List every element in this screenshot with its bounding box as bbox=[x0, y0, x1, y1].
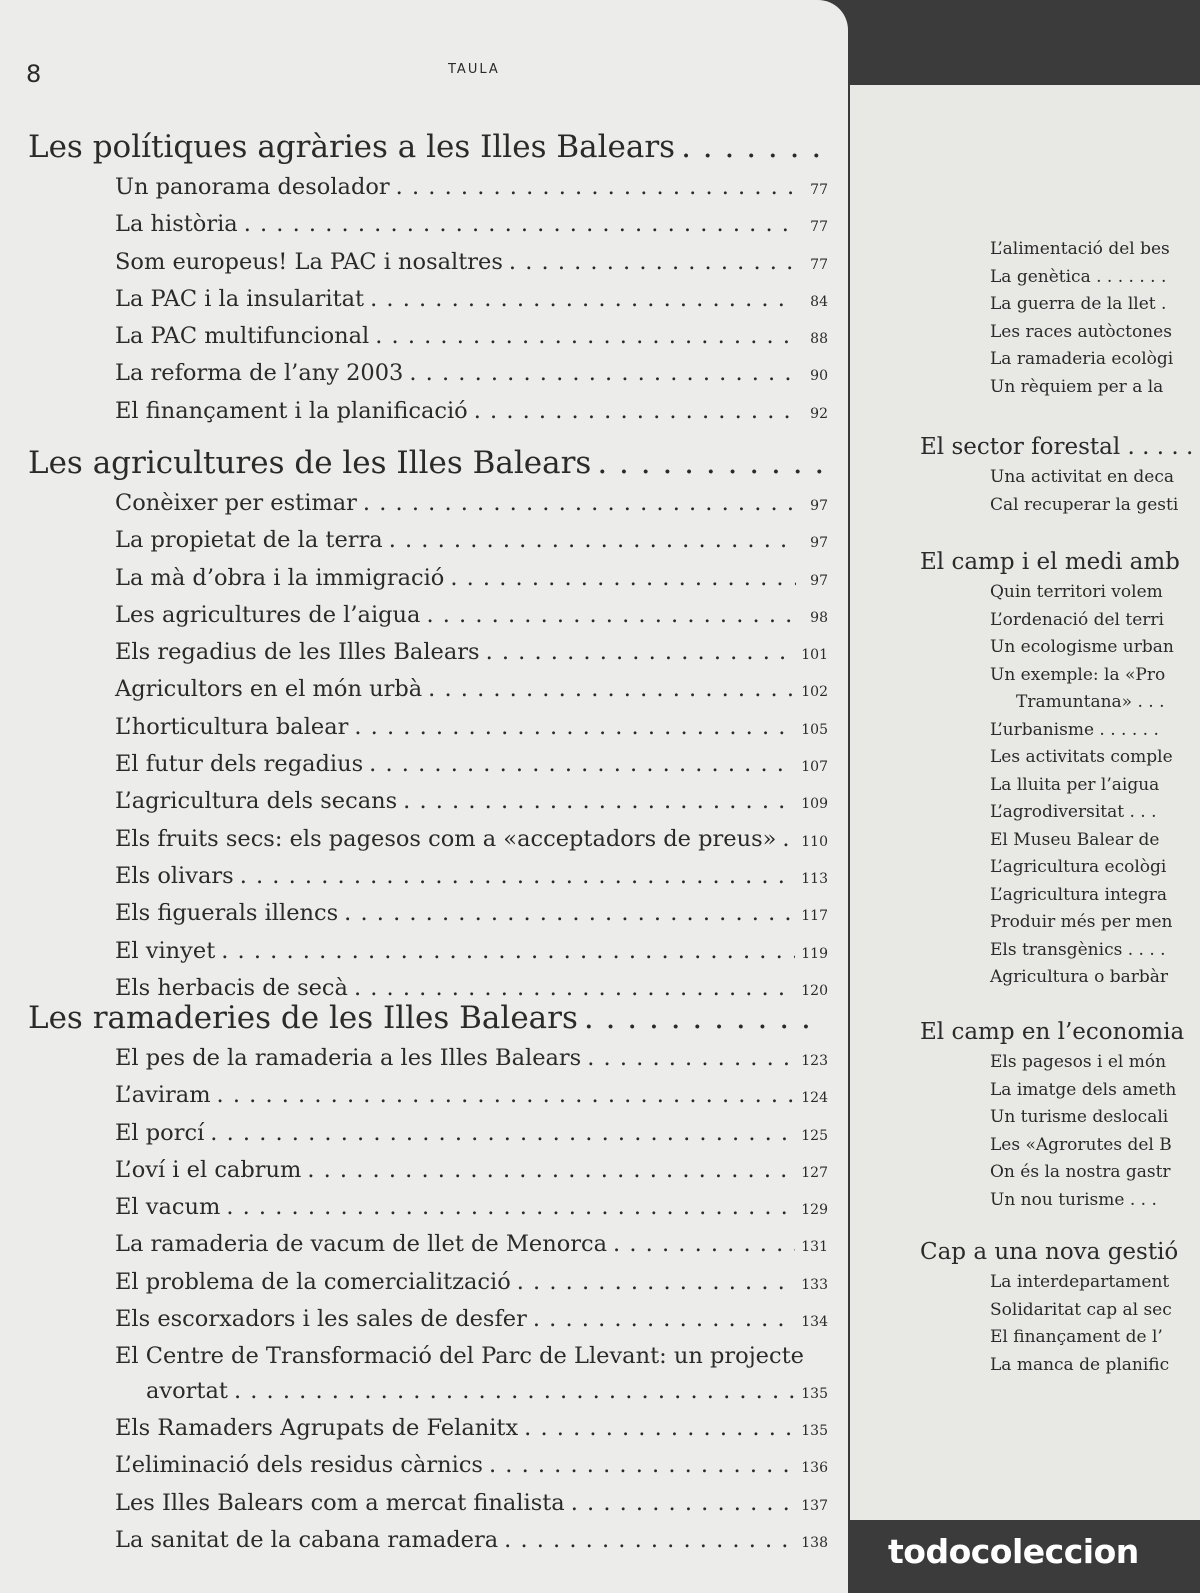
toc-entry: La guerra de la llet . bbox=[990, 294, 1167, 314]
toc-entry bbox=[115, 859, 828, 896]
section-title: El camp en l’economia bbox=[920, 1019, 1185, 1045]
dot-leader bbox=[375, 319, 796, 353]
entry-title: L’agricultura dels secans bbox=[115, 788, 398, 815]
entry-title: Els figuerals illencs bbox=[115, 900, 339, 927]
toc-entry bbox=[115, 561, 828, 598]
toc-entry bbox=[115, 747, 828, 784]
toc-entry bbox=[115, 1078, 828, 1115]
entry-page: 97 bbox=[810, 535, 828, 552]
toc-entry bbox=[115, 319, 828, 356]
toc-entry: Les activitats comple bbox=[990, 747, 1173, 767]
toc-entry: Solidaritat cap al sec bbox=[990, 1299, 1172, 1320]
entry-title: La història bbox=[115, 211, 238, 238]
toc-entry bbox=[115, 598, 828, 635]
entry-title: El problema de la comercialització bbox=[115, 1268, 511, 1295]
toc-entry: On és la nostra gastr bbox=[990, 1162, 1171, 1182]
dot-leader bbox=[571, 1486, 796, 1520]
toc-entry bbox=[115, 245, 828, 282]
toc-entry: L’alimentació del bes bbox=[990, 239, 1170, 259]
dot-leader bbox=[403, 784, 795, 818]
dot-leader bbox=[426, 598, 796, 632]
toc-entry bbox=[115, 1339, 828, 1373]
section-title-text: Les polítiques agràries a les Illes Balears bbox=[28, 129, 676, 165]
entry-page: 135 bbox=[801, 1385, 828, 1402]
toc-entry: El Museu Balear de bbox=[990, 829, 1160, 850]
entry-page: 123 bbox=[801, 1053, 828, 1069]
toc-entry bbox=[115, 356, 828, 393]
entry-title: Conèixer per estimar bbox=[115, 490, 357, 516]
entry-page: 88 bbox=[810, 331, 828, 348]
dot-leader bbox=[210, 1116, 795, 1150]
entry-title: Les agricultures de l’aigua bbox=[115, 601, 421, 628]
entry-page: 127 bbox=[801, 1164, 828, 1181]
toc-entry bbox=[115, 394, 828, 431]
dot-leader bbox=[524, 1411, 795, 1445]
toc-entry: Un ecologisme urban bbox=[990, 637, 1174, 657]
toc-entry bbox=[115, 822, 828, 859]
entry-page: 117 bbox=[801, 908, 828, 925]
toc-entry bbox=[115, 784, 828, 821]
entry-title: El finançament i la planificació bbox=[115, 397, 468, 424]
entry-title: Els Ramaders Agrupats de Felanitx bbox=[115, 1414, 519, 1441]
toc-entry: Les races autòctones bbox=[990, 321, 1172, 342]
toc-entry bbox=[115, 1411, 828, 1448]
toc-entry bbox=[115, 523, 828, 560]
toc-entry bbox=[115, 486, 828, 523]
entry-page: 113 bbox=[801, 870, 828, 887]
dot-leader bbox=[428, 672, 795, 706]
toc-section bbox=[28, 440, 828, 1008]
entry-page: 138 bbox=[801, 1534, 828, 1551]
dot-leader bbox=[587, 1041, 795, 1075]
dot-leader bbox=[344, 896, 795, 930]
entry-title: La reforma de l’any 2003 bbox=[115, 360, 404, 387]
entry-title: El vacum bbox=[115, 1194, 221, 1221]
entry-page: 129 bbox=[801, 1202, 828, 1219]
toc-entry: Un nou turisme . . . bbox=[990, 1189, 1157, 1210]
toc-entry bbox=[115, 1448, 828, 1485]
dot-leader bbox=[533, 1302, 795, 1336]
toc-entry bbox=[115, 934, 828, 971]
dot-leader bbox=[782, 822, 795, 856]
toc-entry: Agricultura o barbàr bbox=[990, 967, 1169, 987]
entry-page: 92 bbox=[810, 405, 828, 422]
entry-page: 102 bbox=[801, 684, 828, 701]
dot-leader bbox=[450, 561, 796, 595]
entry-title: Agricultors en el món urbà bbox=[115, 676, 423, 703]
entry-title: La mà d’obra i la immigració bbox=[115, 564, 445, 591]
dot-leader bbox=[409, 356, 796, 390]
toc-entry: Els pagesos i el món bbox=[990, 1052, 1167, 1072]
entry-page: 107 bbox=[801, 759, 828, 776]
entry-page: 98 bbox=[810, 609, 828, 626]
dot-leader bbox=[509, 245, 796, 279]
entry-title: La ramaderia de vacum de llet de Menorca bbox=[115, 1231, 608, 1258]
entry-title: La sanitat de la cabana ramadera bbox=[115, 1526, 499, 1553]
toc-entry bbox=[115, 1116, 828, 1153]
toc-entry: La manca de planific bbox=[990, 1354, 1170, 1375]
entry-page: 120 bbox=[801, 982, 828, 999]
toc-entry: Un exemple: la «Pro bbox=[990, 664, 1166, 685]
dot-leader bbox=[221, 934, 795, 968]
entry-page: 97 bbox=[810, 498, 828, 514]
entry-title: El futur dels regadius bbox=[115, 751, 364, 778]
toc-section bbox=[920, 236, 1200, 401]
entry-page: 136 bbox=[801, 1460, 828, 1477]
entry-title: Els escorxadors i les sales de desfer bbox=[115, 1306, 527, 1333]
dot-leader bbox=[486, 635, 796, 669]
toc-section bbox=[920, 545, 1200, 992]
entry-title: L’horticultura balear bbox=[115, 713, 349, 740]
dot-leader bbox=[504, 1523, 795, 1557]
entry-page: 110 bbox=[801, 833, 828, 850]
toc-entry: Cal recuperar la gesti bbox=[990, 494, 1179, 515]
toc-entry: Els transgènics . . . . bbox=[990, 939, 1166, 960]
page-number: 8 bbox=[26, 60, 42, 88]
section-title-text: Les ramaderies de les Illes Balears bbox=[28, 1000, 578, 1036]
entry-title: El vinyet bbox=[115, 937, 216, 964]
toc-section bbox=[28, 124, 828, 431]
toc-entry bbox=[115, 207, 828, 244]
toc-entry bbox=[115, 1153, 828, 1190]
entry-title: El porcí bbox=[115, 1119, 205, 1146]
entry-title: avortat bbox=[146, 1377, 228, 1404]
toc-entry bbox=[115, 896, 828, 933]
dot-leader bbox=[363, 486, 796, 520]
entry-title: Els fruits secs: els pagesos com a «acceptadors de preus» bbox=[115, 825, 777, 852]
dot-leader bbox=[517, 1265, 796, 1299]
entry-title: Les Illes Balears com a mercat finalista bbox=[115, 1489, 565, 1516]
entry-page: 109 bbox=[801, 796, 828, 813]
entry-title: Els regadius de les Illes Balears bbox=[115, 639, 480, 666]
entry-page: 77 bbox=[810, 219, 828, 236]
entry-page: 84 bbox=[810, 293, 828, 310]
entry-title: L’oví i el cabrum bbox=[115, 1156, 302, 1183]
dot-leader bbox=[307, 1153, 795, 1187]
toc-entry bbox=[115, 282, 828, 319]
dot-leader bbox=[396, 170, 796, 204]
toc-entry bbox=[115, 1265, 828, 1302]
toc-entry: L’urbanisme . . . . . . bbox=[990, 719, 1159, 740]
entry-page: 101 bbox=[801, 647, 828, 664]
dot-leader bbox=[226, 1190, 795, 1224]
toc-entry: Les «Agrorutes del B bbox=[990, 1134, 1172, 1155]
toc-entry: L’ordenació del terri bbox=[990, 609, 1164, 630]
toc-entry bbox=[115, 1041, 828, 1078]
toc-entry: Tramuntana» . . . bbox=[1016, 692, 1165, 712]
dot-leader bbox=[217, 1078, 796, 1112]
entry-title: Un panorama desolador bbox=[115, 174, 390, 200]
toc-entry bbox=[146, 1374, 828, 1411]
dot-leader bbox=[597, 440, 822, 486]
section-title bbox=[28, 995, 828, 1041]
entry-page: 133 bbox=[801, 1276, 828, 1293]
dot-leader bbox=[389, 523, 796, 557]
entry-page: 77 bbox=[810, 256, 828, 273]
dot-leader bbox=[474, 394, 796, 428]
toc-entry bbox=[115, 170, 828, 207]
entry-title: La PAC multifuncional bbox=[115, 323, 370, 350]
toc-entry bbox=[115, 1486, 828, 1523]
entry-title: La PAC i la insularitat bbox=[115, 285, 365, 312]
toc-section bbox=[920, 1015, 1200, 1214]
section-title bbox=[28, 440, 828, 486]
section-title: El sector forestal . . . . . bbox=[920, 434, 1194, 460]
toc-entry: Produir més per men bbox=[990, 912, 1173, 932]
toc-entry: La ramaderia ecològi bbox=[990, 349, 1174, 369]
entry-title: El Centre de Transformació del Parc de Llevant: un projecte bbox=[115, 1343, 804, 1370]
dot-leader bbox=[244, 207, 796, 241]
entry-title: Els olivars bbox=[115, 862, 234, 889]
toc-entry: La lluita per l’aigua bbox=[990, 774, 1160, 795]
entry-title: La propietat de la terra bbox=[115, 527, 383, 554]
entry-page: 125 bbox=[801, 1127, 828, 1144]
toc-entry: Un rèquiem per a la bbox=[990, 376, 1164, 397]
entry-page: 135 bbox=[801, 1422, 828, 1439]
toc-entry: La genètica . . . . . . . bbox=[990, 266, 1167, 287]
entry-page: 124 bbox=[801, 1090, 828, 1107]
entry-title: L’eliminació dels residus càrnics bbox=[115, 1452, 483, 1479]
section-title: El camp i el medi amb bbox=[920, 549, 1180, 575]
toc-entry bbox=[115, 1302, 828, 1339]
dot-leader bbox=[354, 710, 795, 744]
entry-page: 90 bbox=[810, 368, 828, 385]
toc-entry: Quin territori volem bbox=[990, 582, 1163, 602]
watermark-logo: todocoleccion bbox=[888, 1532, 1139, 1571]
toc-entry: L’agrodiversitat . . . bbox=[990, 802, 1157, 822]
dot-leader bbox=[234, 1374, 795, 1408]
toc-entry bbox=[115, 635, 828, 672]
entry-page: 137 bbox=[801, 1497, 828, 1514]
toc-entry bbox=[115, 672, 828, 709]
toc-entry: La interdepartament bbox=[990, 1272, 1170, 1292]
toc-section bbox=[920, 1235, 1200, 1379]
dot-leader bbox=[369, 747, 795, 781]
entry-page: 131 bbox=[801, 1239, 828, 1256]
dot-leader bbox=[240, 859, 796, 893]
section-title-text: Les agricultures de les Illes Balears bbox=[28, 445, 592, 481]
section-title bbox=[28, 124, 828, 170]
toc-entry bbox=[115, 1523, 828, 1560]
entry-page: 119 bbox=[801, 945, 828, 962]
toc-entry: L’agricultura integra bbox=[990, 884, 1167, 905]
dot-leader bbox=[370, 282, 796, 316]
running-header: TAULA bbox=[448, 62, 500, 77]
dot-leader bbox=[584, 995, 822, 1041]
toc-entry bbox=[115, 1190, 828, 1227]
toc-entry bbox=[115, 1227, 828, 1264]
entry-page: 97 bbox=[810, 572, 828, 589]
dot-leader bbox=[681, 124, 822, 170]
entry-title: El pes de la ramaderia a les Illes Balears bbox=[115, 1045, 582, 1071]
entry-page: 105 bbox=[801, 721, 828, 738]
toc-section bbox=[920, 430, 1200, 519]
entry-page: 77 bbox=[810, 182, 828, 198]
toc-entry: L’agricultura ecològi bbox=[990, 857, 1167, 877]
entry-page: 134 bbox=[801, 1314, 828, 1331]
toc-entry: La imatge dels ameth bbox=[990, 1079, 1177, 1100]
toc-section bbox=[28, 995, 828, 1560]
entry-title: L’aviram bbox=[115, 1082, 211, 1109]
dot-leader bbox=[489, 1448, 795, 1482]
section-title: Cap a una nova gestió bbox=[920, 1239, 1179, 1265]
entry-title: Els herbacis de secà bbox=[115, 974, 348, 1001]
toc-entry: Un turisme deslocali bbox=[990, 1107, 1169, 1127]
toc-entry: Una activitat en deca bbox=[990, 467, 1174, 487]
toc-entry: El finançament de l’ bbox=[990, 1327, 1163, 1347]
entry-title: Som europeus! La PAC i nosaltres bbox=[115, 248, 503, 275]
dot-leader bbox=[613, 1227, 795, 1261]
toc-entry bbox=[115, 710, 828, 747]
